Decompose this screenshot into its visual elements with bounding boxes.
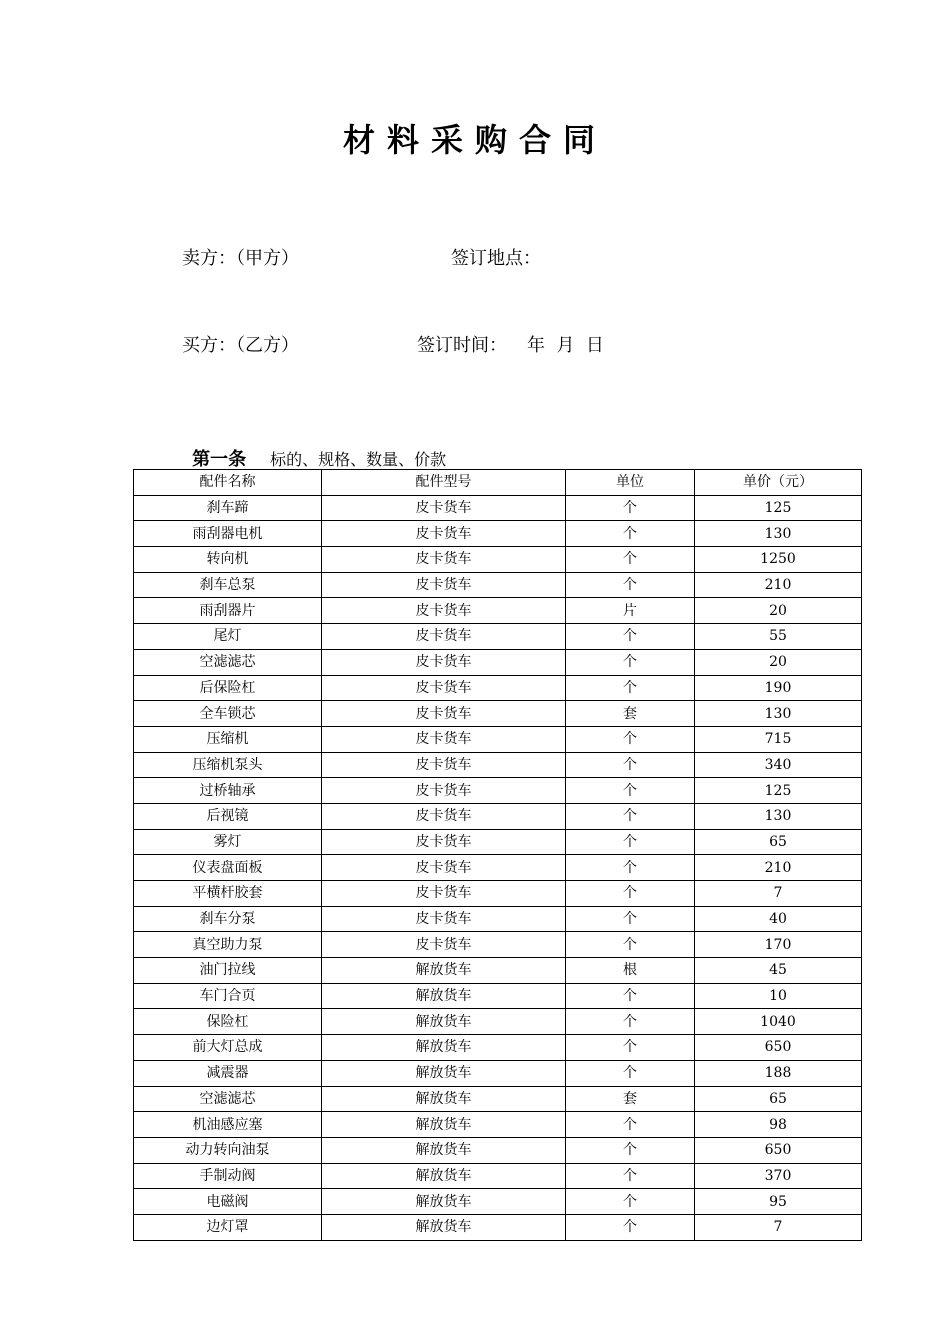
table-row xyxy=(134,778,862,804)
table-row xyxy=(134,1189,862,1215)
table-row xyxy=(134,932,862,958)
unit-price-cell: 1040 xyxy=(695,1009,862,1035)
part-name-cell: 边灯罩 xyxy=(134,1214,322,1240)
part-model-cell: 皮卡货车 xyxy=(322,752,566,778)
table-row xyxy=(134,855,862,881)
unit-price-cell: 1250 xyxy=(695,547,862,573)
part-name-cell: 空滤滤芯 xyxy=(134,649,322,675)
table-row xyxy=(134,1137,862,1163)
table-row xyxy=(134,1112,862,1138)
table-row xyxy=(134,881,862,907)
part-model-cell: 解放货车 xyxy=(322,1163,566,1189)
unit-cell: 个 xyxy=(566,1163,695,1189)
table-body xyxy=(134,495,862,1240)
part-name-cell: 电磁阀 xyxy=(134,1189,322,1215)
table-row xyxy=(134,906,862,932)
unit-price-cell: 130 xyxy=(695,701,862,727)
part-name-cell: 雾灯 xyxy=(134,829,322,855)
table-row xyxy=(134,1086,862,1112)
header-unit: 单位 xyxy=(566,470,695,496)
unit-cell: 个 xyxy=(566,881,695,907)
unit-price-cell: 55 xyxy=(695,624,862,650)
part-name-cell: 车门合页 xyxy=(134,983,322,1009)
signing-place-label: 签订地点： xyxy=(451,248,541,269)
part-model-cell: 皮卡货车 xyxy=(322,829,566,855)
unit-cell: 个 xyxy=(566,675,695,701)
unit-price-cell: 40 xyxy=(695,906,862,932)
table-row xyxy=(134,1214,862,1240)
table-row xyxy=(134,726,862,752)
part-name-cell: 空滤滤芯 xyxy=(134,1086,322,1112)
seller-label: 卖方：（甲方） xyxy=(182,248,299,269)
unit-cell: 个 xyxy=(566,624,695,650)
part-name-cell: 刹车蹄 xyxy=(134,495,322,521)
table-row xyxy=(134,803,862,829)
part-name-cell: 压缩机泵头 xyxy=(134,752,322,778)
signing-time-label: 签订时间： xyxy=(417,335,507,356)
part-model-cell: 皮卡货车 xyxy=(322,675,566,701)
unit-price-cell: 65 xyxy=(695,829,862,855)
unit-cell: 根 xyxy=(566,958,695,984)
parts-price-table xyxy=(133,469,862,1241)
unit-cell: 个 xyxy=(566,752,695,778)
table-row xyxy=(134,521,862,547)
table-row xyxy=(134,1009,862,1035)
part-model-cell: 解放货车 xyxy=(322,958,566,984)
unit-price-cell: 188 xyxy=(695,1060,862,1086)
part-name-cell: 机油感应塞 xyxy=(134,1112,322,1138)
part-model-cell: 皮卡货车 xyxy=(322,855,566,881)
part-model-cell: 解放货车 xyxy=(322,1214,566,1240)
part-model-cell: 解放货车 xyxy=(322,1060,566,1086)
table-row xyxy=(134,547,862,573)
table-row xyxy=(134,675,862,701)
unit-cell: 个 xyxy=(566,547,695,573)
unit-cell: 套 xyxy=(566,701,695,727)
part-model-cell: 皮卡货车 xyxy=(322,803,566,829)
table-row xyxy=(134,752,862,778)
unit-cell: 个 xyxy=(566,726,695,752)
part-name-cell: 刹车分泵 xyxy=(134,906,322,932)
table-row xyxy=(134,1035,862,1061)
unit-price-cell: 65 xyxy=(695,1086,862,1112)
unit-price-cell: 715 xyxy=(695,726,862,752)
header-part-model: 配件型号 xyxy=(322,470,566,496)
buyer-label: 买方：（乙方） xyxy=(182,335,299,356)
unit-price-cell: 125 xyxy=(695,495,862,521)
unit-cell: 个 xyxy=(566,649,695,675)
table-row xyxy=(134,829,862,855)
table-row xyxy=(134,1163,862,1189)
unit-cell: 个 xyxy=(566,983,695,1009)
unit-cell: 个 xyxy=(566,1214,695,1240)
unit-cell: 个 xyxy=(566,855,695,881)
unit-cell: 个 xyxy=(566,1009,695,1035)
part-model-cell: 皮卡货车 xyxy=(322,521,566,547)
unit-price-cell: 370 xyxy=(695,1163,862,1189)
part-model-cell: 皮卡货车 xyxy=(322,598,566,624)
table-row xyxy=(134,624,862,650)
unit-price-cell: 650 xyxy=(695,1137,862,1163)
unit-cell: 个 xyxy=(566,1137,695,1163)
unit-cell: 个 xyxy=(566,932,695,958)
part-model-cell: 皮卡货车 xyxy=(322,778,566,804)
part-name-cell: 保险杠 xyxy=(134,1009,322,1035)
unit-cell: 个 xyxy=(566,803,695,829)
unit-cell: 个 xyxy=(566,829,695,855)
table-row xyxy=(134,983,862,1009)
table-row xyxy=(134,1060,862,1086)
part-model-cell: 皮卡货车 xyxy=(322,726,566,752)
part-model-cell: 皮卡货车 xyxy=(322,624,566,650)
clause-heading xyxy=(182,421,446,473)
unit-price-cell: 210 xyxy=(695,855,862,881)
part-model-cell: 皮卡货车 xyxy=(322,881,566,907)
part-model-cell: 解放货车 xyxy=(322,1009,566,1035)
table-row xyxy=(134,649,862,675)
part-model-cell: 皮卡货车 xyxy=(322,649,566,675)
part-name-cell: 动力转向油泵 xyxy=(134,1137,322,1163)
unit-price-cell: 7 xyxy=(695,881,862,907)
part-model-cell: 皮卡货车 xyxy=(322,701,566,727)
unit-price-cell: 130 xyxy=(695,803,862,829)
unit-cell: 个 xyxy=(566,906,695,932)
unit-price-cell: 125 xyxy=(695,778,862,804)
part-name-cell: 全车锁芯 xyxy=(134,701,322,727)
unit-price-cell: 45 xyxy=(695,958,862,984)
unit-cell: 个 xyxy=(566,1112,695,1138)
part-model-cell: 解放货车 xyxy=(322,1137,566,1163)
clause-number: 第一条 xyxy=(192,449,247,470)
unit-price-cell: 10 xyxy=(695,983,862,1009)
part-model-cell: 皮卡货车 xyxy=(322,906,566,932)
part-name-cell: 压缩机 xyxy=(134,726,322,752)
part-name-cell: 前大灯总成 xyxy=(134,1035,322,1061)
unit-price-cell: 95 xyxy=(695,1189,862,1215)
part-name-cell: 转向机 xyxy=(134,547,322,573)
unit-cell: 个 xyxy=(566,1060,695,1086)
unit-cell: 个 xyxy=(566,572,695,598)
unit-cell: 片 xyxy=(566,598,695,624)
part-name-cell: 雨刮器片 xyxy=(134,598,322,624)
header-part-name: 配件名称 xyxy=(134,470,322,496)
part-name-cell: 平横杆胶套 xyxy=(134,881,322,907)
part-model-cell: 解放货车 xyxy=(322,1112,566,1138)
unit-cell: 套 xyxy=(566,1086,695,1112)
part-model-cell: 解放货车 xyxy=(322,1189,566,1215)
contract-title: 材料采购合同 xyxy=(342,121,607,159)
unit-price-cell: 190 xyxy=(695,675,862,701)
part-model-cell: 皮卡货车 xyxy=(322,932,566,958)
clause-text: 标的、规格、数量、价款 xyxy=(270,450,447,469)
unit-price-cell: 340 xyxy=(695,752,862,778)
part-name-cell: 刹车总泵 xyxy=(134,572,322,598)
unit-cell: 个 xyxy=(566,778,695,804)
table-row xyxy=(134,495,862,521)
unit-price-cell: 20 xyxy=(695,649,862,675)
unit-price-cell: 98 xyxy=(695,1112,862,1138)
table-row xyxy=(134,958,862,984)
unit-price-cell: 7 xyxy=(695,1214,862,1240)
part-model-cell: 解放货车 xyxy=(322,983,566,1009)
unit-price-cell: 130 xyxy=(695,521,862,547)
signing-date-placeholder: 年 月 日 xyxy=(527,335,604,356)
header-unit-price: 单价（元） xyxy=(695,470,862,496)
table-header-row xyxy=(134,470,862,496)
table-row xyxy=(134,572,862,598)
part-name-cell: 过桥轴承 xyxy=(134,778,322,804)
part-model-cell: 皮卡货车 xyxy=(322,572,566,598)
unit-price-cell: 210 xyxy=(695,572,862,598)
unit-cell: 个 xyxy=(566,1035,695,1061)
part-name-cell: 雨刮器电机 xyxy=(134,521,322,547)
part-model-cell: 解放货车 xyxy=(322,1035,566,1061)
part-model-cell: 皮卡货车 xyxy=(322,547,566,573)
unit-cell: 个 xyxy=(566,1189,695,1215)
part-model-cell: 皮卡货车 xyxy=(322,495,566,521)
table-row xyxy=(134,598,862,624)
part-name-cell: 后保险杠 xyxy=(134,675,322,701)
unit-price-cell: 650 xyxy=(695,1035,862,1061)
unit-cell: 个 xyxy=(566,495,695,521)
part-name-cell: 减震器 xyxy=(134,1060,322,1086)
unit-cell: 个 xyxy=(566,521,695,547)
unit-price-cell: 20 xyxy=(695,598,862,624)
part-name-cell: 油门拉线 xyxy=(134,958,322,984)
part-model-cell: 解放货车 xyxy=(322,1086,566,1112)
part-name-cell: 后视镜 xyxy=(134,803,322,829)
unit-price-cell: 170 xyxy=(695,932,862,958)
table-row xyxy=(134,701,862,727)
part-name-cell: 尾灯 xyxy=(134,624,322,650)
part-name-cell: 仪表盘面板 xyxy=(134,855,322,881)
part-name-cell: 手制动阀 xyxy=(134,1163,322,1189)
part-name-cell: 真空助力泵 xyxy=(134,932,322,958)
